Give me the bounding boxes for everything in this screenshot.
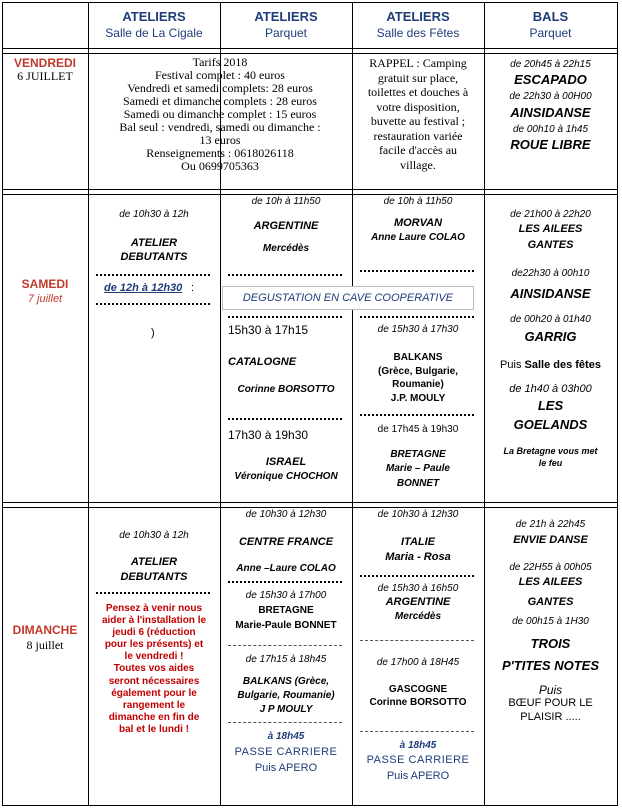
dimanche-fetes-teacher-1: Maria - Rosa	[385, 551, 451, 563]
samedi-bal-name-4a: LES	[537, 398, 564, 413]
separator-dots	[360, 316, 474, 320]
samedi-fetes-teacher-3a: Marie – Paule	[386, 463, 450, 474]
col-line-0	[2, 2, 3, 806]
dimanche-bal-puis: Puis	[538, 683, 563, 697]
dimanche-bal-name-3a: TROIS	[530, 636, 571, 651]
dimanche-day: DIMANCHE	[12, 623, 78, 637]
rappel-line: RAPPEL : Camping	[369, 56, 467, 70]
samedi-bal-time-3: de 00h20 à 01h40	[510, 314, 591, 325]
vendredi-divider	[2, 189, 618, 195]
appeal-line: Pensez à venir nous	[105, 603, 203, 614]
separator-dots	[360, 575, 474, 579]
tarif-line: Festival complet : 40 euros	[155, 68, 285, 82]
samedi-fetes-name-3: BRETAGNE	[390, 449, 446, 460]
appeal-line: dimanche en fin de	[108, 711, 200, 723]
rappel-line: gratuit sur place,	[377, 70, 459, 85]
dimanche-bal-boeuf-b: PLAISIR .....	[520, 711, 581, 723]
col4-subtitle: Parquet	[529, 26, 572, 40]
rappel-line: toilettes et douches à	[367, 85, 469, 99]
samedi-bal-name-2: AINSIDANSE	[510, 286, 591, 301]
samedi-parquet-name-3: ISRAEL	[265, 456, 307, 468]
samedi-date: 7 juillet	[27, 293, 63, 305]
volunteer-appeal	[88, 603, 220, 736]
col4-title: BALS	[532, 9, 569, 24]
rappel-line: votre disposition,	[376, 99, 460, 114]
dimanche-fetes-time-1: de 10h30 à 12h30	[377, 509, 459, 520]
vendredi-bal-name-1: ESCAPADO	[514, 72, 587, 87]
separator-dots	[96, 592, 210, 596]
samedi-bal-name-1a: LES AILEES	[518, 223, 583, 235]
vendredi-date: 6 JUILLET	[17, 69, 73, 83]
dimanche-fetes-teacher-3: Corinne BORSOTTO	[369, 697, 467, 708]
appeal-line: Toutes vos aides	[113, 663, 195, 675]
samedi-cigale-time-1: de 10h30 à 12h	[119, 209, 189, 220]
appeal-line: aider à l'installation le	[101, 615, 207, 627]
dimanche-fetes-time-4: à 18h45	[399, 740, 437, 751]
samedi-parquet-name-2: CATALOGNE	[228, 356, 297, 368]
samedi-bal-time-1: de 21h00 à 22h20	[510, 209, 591, 220]
appeal-line: pour les présents) et	[104, 639, 204, 651]
dimanche-bal-boeuf-a: BŒUF POUR LE	[508, 697, 593, 709]
puis-text: Puis	[500, 359, 525, 371]
vendredi-bal-name-3: ROUE LIBRE	[510, 137, 591, 152]
samedi-fetes-teacher-2: J.P. MOULY	[390, 393, 446, 404]
samedi-fetes-teacher-1: Anne Laure COLAO	[371, 232, 465, 243]
rappel-line: facile d'accès au	[378, 143, 458, 157]
tarif-line: Renseignements : 0618026118	[146, 146, 294, 160]
dimanche-fetes-name-3: GASCOGNE	[388, 684, 448, 695]
samedi-day: SAMEDI	[21, 277, 69, 291]
dimanche-parquet-teacher-1: Anne –Laure COLAO	[236, 563, 336, 574]
table-border-top	[2, 2, 618, 3]
samedi-parquet-time-2: 15h30 à 17h15	[228, 323, 309, 337]
dimanche-parquet-name-3b: Bulgarie, Roumanie)	[237, 690, 335, 701]
appeal-line: jeudi 6 (réduction	[112, 627, 196, 639]
tarif-line: 13 euros	[199, 133, 241, 147]
degustation-label: DEGUSTATION EN CAVE COOPERATIVE	[242, 292, 454, 304]
dimanche-parquet-time-4: à 18h45	[267, 731, 305, 742]
rappel-line: village.	[400, 157, 436, 172]
tarifs-block	[88, 56, 352, 173]
separator-dots	[96, 303, 210, 307]
col3-title: ATELIERS	[386, 9, 450, 24]
samedi-cigale-paren: )	[151, 327, 155, 339]
samedi-bal-name-1b: GANTES	[527, 239, 574, 251]
separator-dots	[228, 722, 342, 724]
samedi-cigale-colon: :	[191, 282, 195, 294]
dimanche-parquet-time-1: de 10h30 à 12h30	[245, 509, 327, 520]
separator-dots	[360, 640, 474, 642]
samedi-bal-time-4: de 1h40 à 03h00	[509, 383, 592, 395]
dimanche-bal-time-3: de 00h15 à 1H30	[512, 616, 589, 627]
col1-subtitle: Salle de La Cigale	[105, 26, 203, 40]
vendredi-bal-time-1: de 20h45 à 22h15	[510, 59, 591, 70]
dimanche-fetes-name-4b: Puis APERO	[386, 770, 450, 782]
samedi-cigale-name-1a: ATELIER	[130, 237, 178, 249]
samedi-fetes-name-2c: Roumanie)	[392, 379, 444, 390]
samedi-parquet-teacher-1: Mercédès	[262, 243, 310, 254]
vendredi-bal-name-2: AINSIDANSE	[510, 105, 591, 120]
separator-dots	[228, 316, 342, 320]
table-border-bottom	[2, 805, 618, 806]
dimanche-bal-time-1: de 21h à 22h45	[515, 519, 586, 530]
samedi-bal-puis	[484, 359, 617, 372]
dimanche-date: 8 juillet	[26, 638, 64, 652]
appeal-line: seront nécessaires	[108, 675, 200, 687]
samedi-parquet-time-3: 17h30 à 19h30	[228, 428, 309, 442]
appeal-line: également pour le	[111, 687, 197, 699]
samedi-fetes-teacher-3b: BONNET	[396, 478, 440, 489]
samedi-parquet-teacher-2: Corinne BORSOTTO	[237, 384, 335, 395]
samedi-divider	[2, 502, 618, 508]
tarif-line: Samedi ou dimanche complet : 15 euros	[123, 107, 317, 121]
dimanche-bal-name-2a: LES AILEES	[518, 576, 583, 588]
col1-title: ATELIERS	[122, 9, 186, 24]
dimanche-fetes-time-3: de 17h00 à 18H45	[376, 657, 460, 668]
tarif-line: Vendredi et samedi complets: 28 euros	[127, 81, 313, 95]
vendredi-day: VENDREDI	[13, 56, 76, 70]
separator-dots	[228, 581, 342, 585]
tarif-line: Bal seul : vendredi, samedi ou dimanche :	[119, 120, 321, 134]
dimanche-parquet-name-2: BRETAGNE	[258, 605, 314, 616]
col-line-5	[617, 2, 618, 806]
samedi-parquet-teacher-3: Véronique CHOCHON	[234, 471, 338, 482]
salle-des-fetes-text: Salle des fêtes	[524, 359, 601, 371]
dimanche-parquet-teacher-3: J P MOULY	[259, 704, 313, 715]
vendredi-bal-time-2: de 22h30 à 00H00	[509, 91, 592, 102]
samedi-cigale-time-2: de 12h à 12h30	[104, 282, 183, 294]
header-divider	[2, 48, 618, 54]
dimanche-parquet-name-4b: Puis APERO	[254, 762, 318, 774]
dimanche-cigale-name-b: DEBUTANTS	[120, 571, 188, 583]
appeal-line: bal et le lundi !	[118, 723, 189, 735]
separator-dots	[360, 731, 474, 733]
samedi-fetes-time-3: de 17h45 à 19h30	[377, 424, 459, 435]
dimanche-bal-time-2: de 22H55 à 00h05	[509, 562, 592, 573]
dimanche-parquet-name-4: PASSE CARRIERE	[234, 746, 338, 758]
dimanche-parquet-time-3: de 17h15 à 18h45	[245, 654, 327, 665]
tarif-line: Tarifs 2018	[192, 55, 248, 69]
dimanche-parquet-teacher-2: Marie-Paule BONNET	[235, 620, 337, 631]
rappel-line: buvette au festival ;	[370, 114, 466, 128]
dimanche-fetes-teacher-2: Mercédès	[394, 611, 442, 622]
dimanche-parquet-name-3a: BALKANS (Grèce,	[242, 676, 330, 687]
appeal-line: le vendredi !	[124, 651, 184, 663]
dimanche-fetes-name-1: ITALIE	[400, 536, 435, 548]
samedi-fetes-name-2a: BALKANS	[393, 352, 443, 363]
dimanche-cigale-time: de 10h30 à 12h	[119, 530, 189, 541]
col2-title: ATELIERS	[254, 9, 318, 24]
dimanche-fetes-name-2: ARGENTINE	[385, 596, 451, 608]
rappel-line: restauration variée	[373, 128, 463, 143]
vendredi-bal-time-3: de 00h10 à 1h45	[512, 124, 589, 135]
samedi-bal-time-2: de22h30 à 00h10	[511, 268, 590, 279]
separator-dots	[360, 270, 474, 274]
samedi-fetes-time-1: de 10h à 11h50	[383, 196, 453, 207]
dimanche-bal-name-1: ENVIE DANSE	[513, 534, 588, 546]
appeal-line: rangement le	[122, 699, 186, 711]
rappel-block	[352, 56, 484, 172]
samedi-bal-name-4b: GOELANDS	[513, 417, 588, 432]
col2-subtitle: Parquet	[264, 26, 308, 40]
samedi-parquet-name-1: ARGENTINE	[253, 220, 319, 232]
dimanche-bal-name-2b: GANTES	[527, 596, 574, 608]
separator-dots	[96, 274, 210, 278]
dimanche-parquet-time-2: de 15h30 à 17h00	[245, 590, 327, 601]
samedi-fetes-name-1: MORVAN	[393, 217, 443, 229]
tarif-line: Samedi et dimanche complets : 28 euros	[123, 94, 317, 108]
col3-subtitle: Salle des Fêtes	[376, 26, 460, 40]
samedi-fetes-name-2b: (Grèce, Bulgarie,	[377, 366, 459, 377]
dimanche-fetes-time-2: de 15h30 à 16h50	[377, 583, 459, 594]
dimanche-parquet-name-1: CENTRE FRANCE	[238, 536, 334, 548]
separator-dots	[228, 645, 342, 647]
separator-dots	[360, 414, 474, 418]
samedi-bal-note-b: le feu	[538, 458, 563, 468]
samedi-fetes-time-2: de 15h30 à 17h30	[377, 324, 459, 335]
tarif-line: Ou 0699705363	[181, 159, 259, 173]
separator-dots	[228, 274, 342, 278]
samedi-bal-note-a: La Bretagne vous met	[503, 446, 598, 456]
samedi-cigale-name-1b: DEBUTANTS	[120, 251, 188, 263]
samedi-bal-name-3: GARRIG	[524, 329, 577, 344]
samedi-parquet-time-1: de 10h à 11h50	[251, 196, 321, 207]
separator-dots	[228, 418, 342, 422]
dimanche-cigale-name-a: ATELIER	[130, 556, 178, 568]
dimanche-fetes-name-4: PASSE CARRIERE	[366, 754, 470, 766]
dimanche-bal-name-3b: P'TITES NOTES	[502, 658, 599, 673]
